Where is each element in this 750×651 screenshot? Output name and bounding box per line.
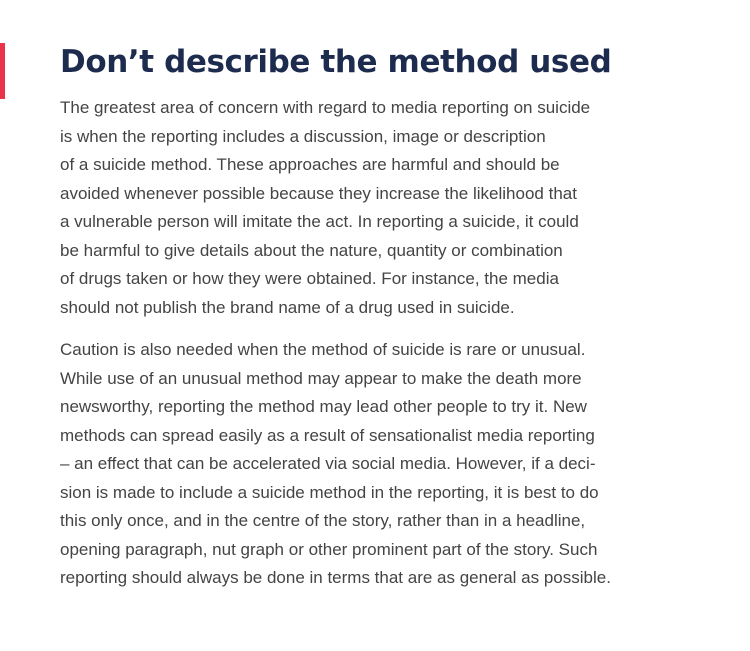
text-line: of drugs taken or how they were obtained. For instance, the media [60,269,559,288]
article-section [60,38,710,607]
text-line: a vulnerable person will imitate the act. In reporting a suicide, it could [60,212,579,231]
text-line: of a suicide method. These approaches are harmful and should be [60,155,560,174]
text-line: newsworthy, reporting the method may lead other people to try it. New [60,397,587,416]
text-line: this only once, and in the centre of the story, rather than in a headline, [60,511,586,530]
text-line: While use of an unusual method may appear to make the death more [60,368,582,388]
section-accent-bar [0,43,5,99]
text-line: is when the reporting includes a discussion, image or description [60,126,546,146]
paragraph-1 [60,94,710,322]
text-line: The greatest area of concern with regard to media reporting on suicide [60,98,591,117]
text-line: opening paragraph, nut graph or other prominent part of the story. Such [60,539,598,559]
text-line: reporting should always be done in terms that are as general as possible. [60,568,611,587]
text-line: be harmful to give details about the nature, quantity or combination [60,240,563,260]
text-line: sion is made to include a suicide method in the reporting, it is best to do [60,482,599,502]
section-heading: Don’t describe the method used [60,44,612,80]
paragraph-2 [60,336,710,593]
text-line: avoided whenever possible because they increase the likelihood that [60,183,577,203]
text-line: methods can spread easily as a result of sensationalist media reporting [60,425,595,445]
text-line: Caution is also needed when the method of suicide is rare or unusual. [60,340,586,359]
text-line: – an effect that can be accelerated via social media. However, if a deci- [60,454,596,473]
text-line: should not publish the brand name of a drug used in suicide. [60,297,515,317]
